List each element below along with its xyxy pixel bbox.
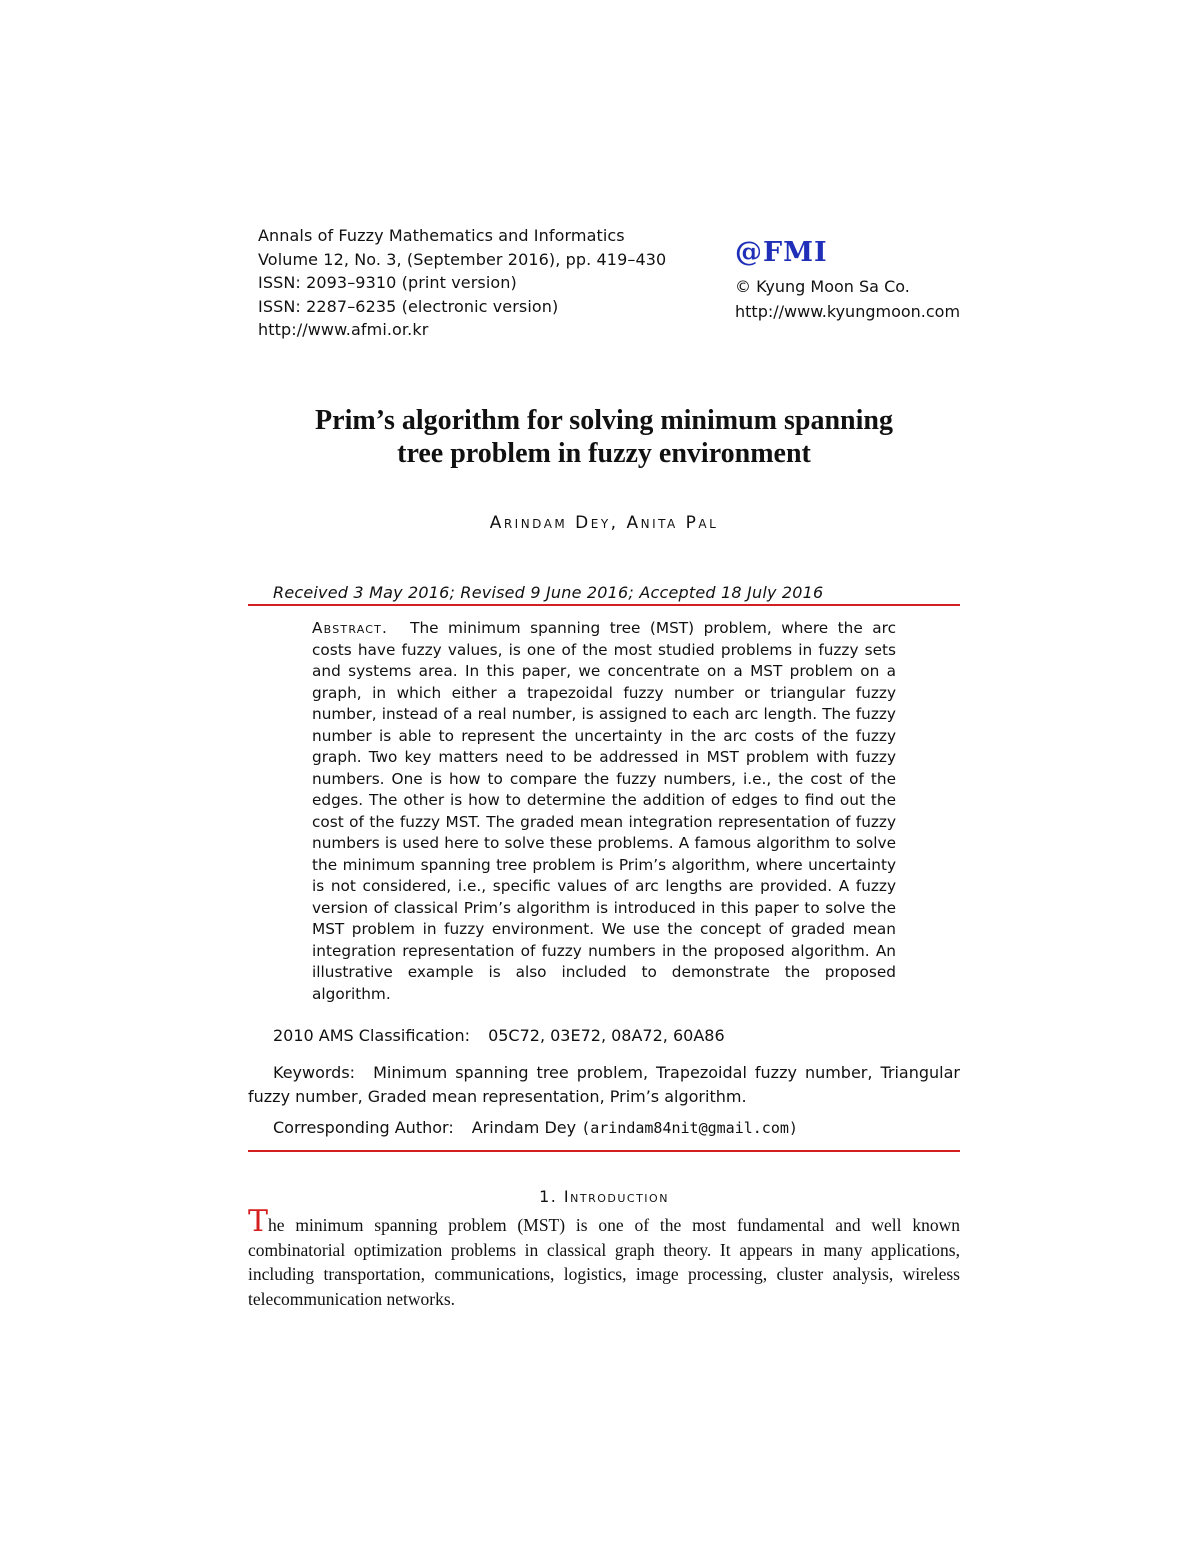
abstract-heading: Abstract.	[312, 619, 389, 637]
introduction-text: he minimum spanning problem (MST) is one of the most fundamental and well known combinatorial optimization problems in classical graph theory. It appears in many applications, including transportation, communications, logistics, image processing, cluster analysis, wireless telecommunication networks.	[248, 1215, 960, 1309]
publisher-header	[735, 238, 960, 324]
introduction-paragraph	[248, 1204, 960, 1311]
corresponding-author	[273, 1118, 798, 1137]
afmi-logo: @FMI	[735, 237, 828, 268]
journal-name: Annals of Fuzzy Mathematics and Informatics	[258, 226, 625, 245]
top-red-rule	[248, 604, 960, 606]
title-line-1: Prim’s algorithm for solving minimum spanning	[315, 405, 893, 436]
publisher-name: © Kyung Moon Sa Co.	[735, 277, 910, 296]
journal-url[interactable]: http://www.afmi.or.kr	[258, 320, 429, 339]
ams-value: 05C72, 03E72, 08A72, 60A86	[488, 1026, 725, 1045]
publication-dates: Received 3 May 2016; Revised 9 June 2016; Accepted 18 July 2016	[273, 583, 824, 602]
abstract-text: The minimum spanning tree (MST) problem, where the arc costs have fuzzy values, is one of the most studied problems in fuzzy sets and systems area. In this paper, we concentrate on a MST problem on a graph, in which either a trapezoidal fuzzy number or triangular fuzzy number, instead of a real number, is assigned to each arc length. The fuzzy number is able to represent the uncertainty in the arc costs of the fuzzy graph. Two key matters need to be addressed in MST problem with fuzzy numbers. One is how to compare the fuzzy numbers, i.e., the cost of the edges. The other is how to determine the addition of edges to find out the cost of the fuzzy MST. The graded mean integration representation of fuzzy numbers is used here to solve these problems. A famous algorithm to solve the minimum spanning tree problem is Prim’s algorithm, where uncertainty is not considered, i.e., specific values of arc lengths are provided. A fuzzy version of classical Prim’s algorithm is introduced in this paper to solve the MST problem in fuzzy environment. We use the concept of graded mean integration representation of fuzzy numbers in the proposed algorithm. An illustrative example is also included to demonstrate the proposed algorithm.	[312, 619, 896, 1003]
drop-cap: T	[248, 1204, 269, 1239]
corresponding-label: Corresponding Author:	[273, 1118, 454, 1137]
section-heading: 1. Introduction	[539, 1187, 669, 1206]
keywords	[248, 1061, 960, 1109]
journal-volume: Volume 12, No. 3, (September 2016), pp. 419–430	[258, 249, 667, 269]
corresponding-name: Arindam Dey	[471, 1118, 577, 1137]
ams-label: 2010 AMS Classification:	[273, 1026, 471, 1045]
journal-header	[258, 224, 666, 342]
abstract	[312, 618, 896, 1005]
title-line-2: tree problem in fuzzy environment	[397, 438, 811, 469]
paper-title	[200, 404, 1008, 470]
keywords-value: Minimum spanning tree problem, Trapezoidal fuzzy number, Triangular fuzzy number, Graded mean representation, Prim’s algorithm.	[248, 1063, 960, 1106]
authors: Arindam Dey, Anita Pal	[489, 513, 719, 533]
keywords-label: Keywords:	[273, 1063, 356, 1082]
issn-electronic: ISSN: 2287–6235 (electronic version)	[258, 296, 559, 316]
bottom-red-rule	[248, 1150, 960, 1152]
ams-classification	[273, 1026, 725, 1045]
publisher-url[interactable]: http://www.kyungmoon.com	[735, 302, 961, 321]
issn-print: ISSN: 2093–9310 (print version)	[258, 273, 517, 292]
corresponding-email[interactable]: (arindam84nit@gmail.com)	[581, 1119, 798, 1137]
